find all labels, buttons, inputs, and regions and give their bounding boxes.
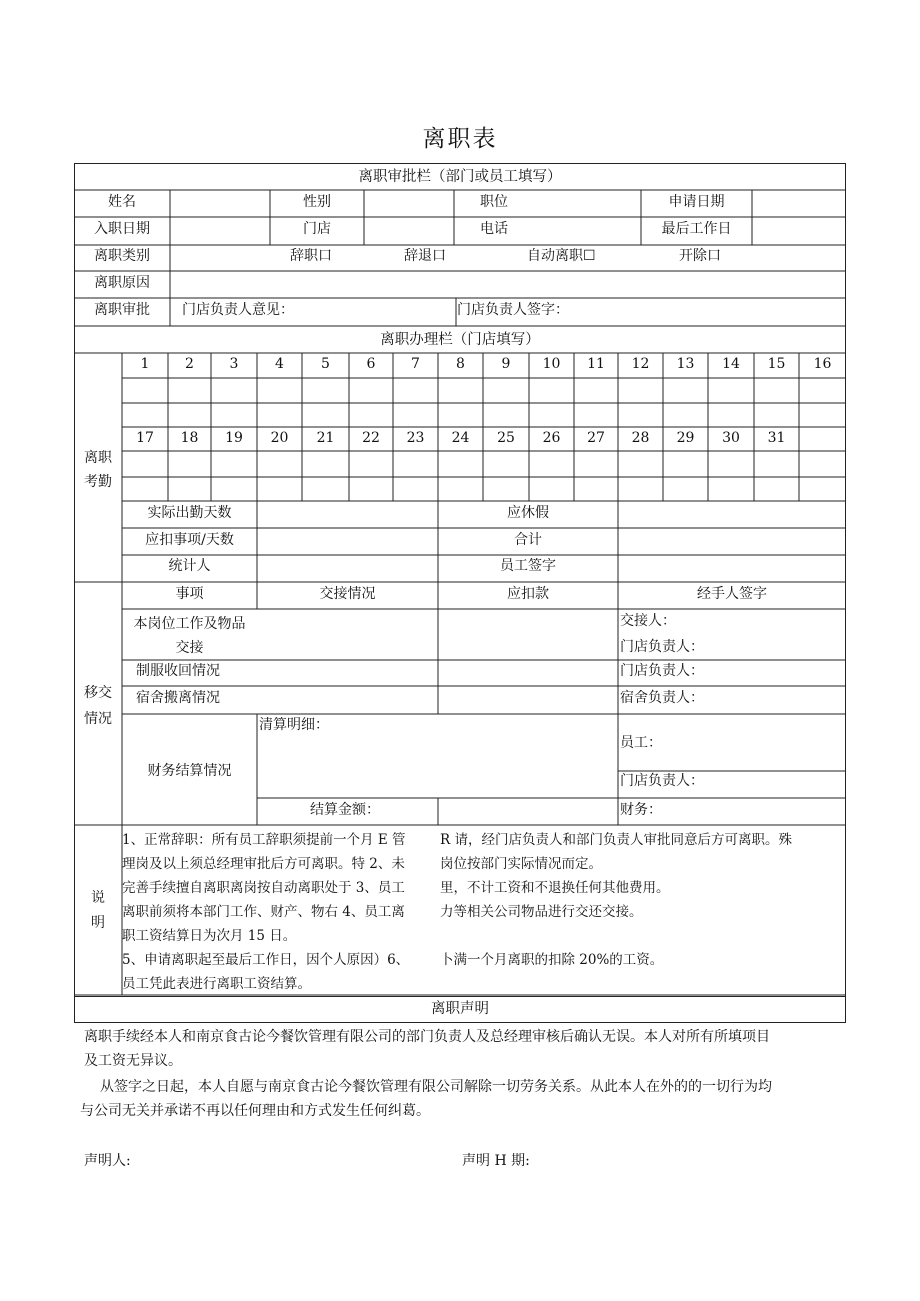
day-number: 11 — [587, 356, 605, 372]
day-number: 19 — [225, 430, 243, 446]
name-label: 姓名 — [108, 194, 136, 210]
note-line-left: 员工凭此表进行离职工资结算。 — [122, 976, 311, 992]
day-number: 10 — [542, 356, 561, 372]
note-line-right: 卜满一个月离职的扣除 20%的工资。 — [440, 952, 664, 968]
day-number: 2 — [185, 356, 194, 372]
day-number: 16 — [813, 356, 832, 372]
resignation-type-label: 离职类别 — [94, 248, 150, 264]
attendance-label-line1: 离职 — [84, 450, 112, 466]
day-number: 27 — [587, 430, 605, 446]
day-number: 6 — [366, 356, 376, 372]
finance-settlement-label: 财务结算情况 — [147, 763, 232, 779]
note-line-left: 5、申请离职起至最后工作日，因个人原因）6、 — [122, 952, 410, 968]
note-line-right: 岗位按部门实际情况而定。 — [440, 856, 602, 872]
dorm-manager-label: 宿舍负责人： — [620, 690, 704, 706]
dorm-label: 宿舍搬离情况 — [136, 690, 220, 706]
deduct-items-label: 应扣事项/天数 — [145, 532, 234, 548]
position-label: 职位 — [480, 194, 508, 210]
actual-days-label: 实际出勤天数 — [147, 505, 232, 521]
job-handover-label-line1: 本岗位工作及物品 — [133, 616, 246, 632]
day-number: 9 — [501, 356, 511, 372]
receiver-label: 交接人： — [620, 613, 676, 629]
settlement-amount-label: 结算金额： — [310, 802, 380, 818]
day-number: 24 — [451, 430, 470, 446]
resignation-approval-label: 离职审批 — [94, 302, 150, 318]
day-number: 29 — [676, 430, 695, 446]
day-number: 3 — [229, 356, 239, 372]
day-number: 14 — [722, 356, 740, 372]
note-line-right: R 请，经门店负责人和部门负责人审批同意后方可离职。殊 — [440, 832, 792, 848]
day-number: 20 — [270, 430, 289, 446]
settlement-detail-label: 清算明细： — [259, 717, 329, 733]
day-number: 13 — [676, 356, 695, 372]
store-manager-label: 门店负责人： — [620, 639, 704, 655]
day-number: 5 — [321, 356, 330, 372]
phone-label: 电话 — [480, 221, 508, 237]
declarant-signature-label: 声明人: — [84, 1153, 131, 1169]
day-number: 15 — [767, 356, 786, 372]
resignation-form — [74, 163, 846, 997]
note-line-left: 1、正常辞职：所有员工辞职须提前一个月 E 管 — [122, 832, 406, 848]
day-number: 28 — [631, 430, 650, 446]
day-number: 21 — [316, 430, 335, 446]
last-workday-label: 最后工作日 — [661, 221, 732, 237]
day-number: 23 — [406, 430, 425, 446]
note-line-right: 力等相关公司物品进行交还交接。 — [440, 904, 643, 920]
employee-label: 员工： — [620, 735, 662, 751]
note-line-left: 完善手续擅自离职离岗按自动离职处于 3、员工 — [122, 880, 405, 896]
hire-date-label: 入职日期 — [94, 221, 150, 237]
day-number: 22 — [362, 430, 380, 446]
apply-date-label: 申请日期 — [668, 194, 725, 210]
col-deduct-header: 应扣款 — [507, 586, 549, 602]
store-label: 门店 — [303, 221, 331, 237]
note-line-left: 理岗及以上须总经理审批后方可离职。特 2、未 — [122, 856, 405, 872]
day-number: 18 — [180, 430, 199, 446]
store-manager-signature: 门店负责人签字： — [457, 302, 569, 318]
declaration-paragraph-2-cont: 与公司无关并承诺不再以任何理由和方式发生任何纠葛。 — [80, 1103, 430, 1119]
uniform-label: 制服收回情况 — [136, 663, 220, 679]
counter-label: 统计人 — [168, 558, 211, 574]
finance-signature-label: 财务： — [620, 802, 662, 818]
day-number: 12 — [631, 356, 650, 372]
day-number: 31 — [767, 430, 786, 446]
employee-signature-label: 员工签字 — [500, 558, 556, 574]
declaration-date-label: 声明 H 期: — [462, 1153, 530, 1169]
note-line-left: 职工资结算日为次月 15 日。 — [122, 928, 297, 944]
handling-section-header: 离职办理栏（门店填写） — [380, 332, 540, 348]
day-number: 30 — [722, 430, 740, 446]
store-manager-label: 门店负责人： — [620, 773, 704, 789]
declaration-header: 离职声明 — [431, 1001, 489, 1017]
declaration-paragraph-1-cont: 及工资无异议。 — [84, 1053, 182, 1069]
store-manager-opinion: 门店负责人意见： — [182, 302, 294, 318]
gender-label: 性别 — [303, 194, 331, 210]
resignation-reason-label: 离职原因 — [94, 275, 150, 291]
declaration-paragraph-1: 离职手续经本人和南京食古论今餐饮管理有限公司的部门负责人及总经理审核后确认无误。本人对所有所填项目 — [84, 1029, 770, 1045]
note-line-left: 离职前须将本部门工作、财产、物右 4、员工离 — [122, 904, 405, 920]
store-manager-label: 门店负责人： — [620, 663, 704, 679]
notes-label-line1: 说 — [91, 890, 105, 906]
type-option-fire[interactable]: 开除口 — [679, 248, 721, 264]
approval-section-header: 离职审批栏（部门或员工填写） — [358, 169, 562, 185]
day-number: 1 — [140, 356, 150, 372]
rest-days-label: 应休假 — [507, 505, 549, 521]
notes-label-line2: 明 — [91, 915, 105, 931]
transfer-label-line2: 情况 — [84, 711, 112, 727]
day-number: 8 — [456, 356, 465, 372]
col-handover-header: 交接情况 — [319, 586, 376, 602]
day-number: 7 — [411, 356, 420, 372]
total-label: 合计 — [514, 532, 542, 548]
attendance-label-line2: 考勤 — [84, 474, 112, 490]
declaration-paragraph-2: 从签字之日起，本人自愿与南京食古论今餐饮管理有限公司解除一切劳务关系。从此本人在外的的一切行为均 — [100, 1079, 772, 1095]
day-number: 17 — [136, 430, 154, 446]
job-handover-label-line2: 交接 — [175, 640, 204, 656]
type-option-resign[interactable]: 辞职口 — [290, 248, 332, 264]
type-option-auto-leave[interactable]: 自动离职☐ — [527, 248, 596, 264]
col-item-header: 事项 — [175, 586, 204, 602]
col-handler-header: 经手人签字 — [697, 586, 767, 602]
transfer-label-line1: 移交 — [84, 685, 112, 701]
note-line-right: 里，不计工资和不退换任何其他费用。 — [440, 880, 670, 896]
type-option-dismiss[interactable]: 辞退口 — [404, 248, 446, 264]
page-title: 离职表 — [422, 126, 498, 152]
day-number: 4 — [275, 356, 284, 372]
day-number: 25 — [497, 430, 515, 446]
day-number: 26 — [542, 430, 561, 446]
